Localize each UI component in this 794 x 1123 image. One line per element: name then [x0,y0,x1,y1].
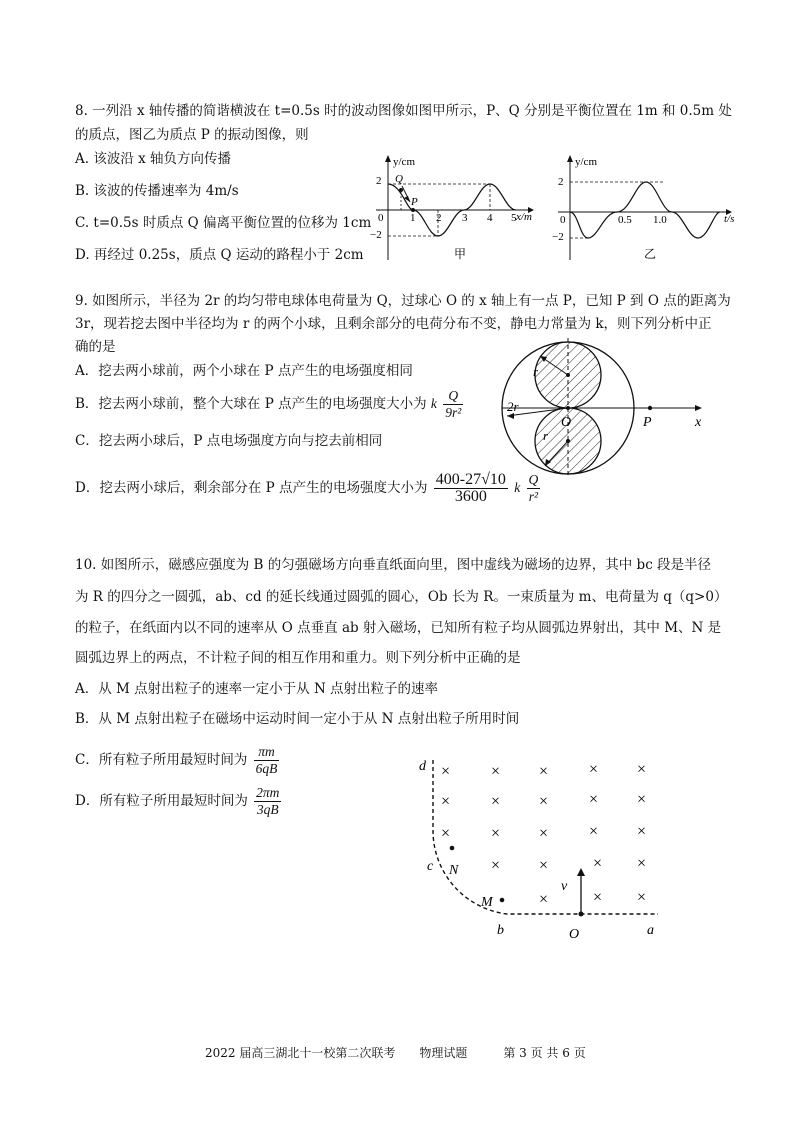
field-crosses [441,761,646,908]
q10-stem-line2: 为 R 的四分之一圆弧，ab、cd 的延长线通过圆弧的圆心，Ob 长为 R。一束质量为 m、电荷量为 q（q>0） [75,589,728,605]
fig-b-tick-1: 0.5 [618,214,632,226]
q10-option-d-fraction [254,785,281,818]
q9-option-d [75,472,542,505]
q9-stem-line2: 3r，现若挖去图中半径均为 r 的两个小球，且剩余部分的电荷分布不变，静电力常量为 k，则下列分析中正 [75,316,712,332]
q9-option-b-k: k [430,396,437,411]
svg-text:×: × [637,889,647,906]
q10-option-c-fraction [254,744,280,777]
fig-a-tick-2: 2 [436,212,442,224]
vibration-curve [570,182,720,238]
fig-b-ybottom: −2 [552,231,564,243]
q10-d-num: 2πm [256,785,280,800]
fig-a-tick-5: 5 [511,212,517,224]
q8-stem-line1: 8. 一列沿 x 轴传播的简谐横波在 t=0.5s 时的波动图像如图甲所示，P、Q 分别是平衡位置在 1m 和 0.5m 处 [75,103,732,119]
q9-option-b-text: B．挖去两小球前，整个大球在 P 点产生的电场强度大小为 [75,396,427,412]
q10-option-d-text: D．所有粒子所用最短时间为 [75,793,248,809]
q9-b-den: 9r² [445,405,462,420]
svg-text:×: × [593,855,603,872]
q10-stem-line3: 的粒子，在纸面内以不同的速率从 O 点垂直 ab 射入磁场，已知所有粒子均从圆弧边界射出，其中 M、N 是 [75,620,722,636]
label-o: O [561,415,572,430]
fig-a-tick-4: 4 [487,212,493,224]
svg-text:×: × [491,793,501,810]
fig-b-ytop: 2 [558,176,564,188]
q8-option-d: D. 再经过 0.25s，质点 Q 运动的路程小于 2cm [75,247,364,263]
label-n: N [449,863,459,878]
q10-figure [415,748,675,946]
q9-d-den: 3600 [454,488,487,505]
fig-b-ylabel: y/cm [575,156,597,168]
q10-c-num: πm [254,744,280,761]
q9-d-num2: Q [528,472,539,487]
q9-option-b-fraction [443,388,463,421]
label-p: P [643,415,652,430]
q9-d-num: 400-27√10 [435,471,506,488]
fig-a-origin: 0 [378,212,384,224]
label-q: Q [395,173,403,185]
q10-option-c-text: C．所有粒子所用最短时间为 [75,752,248,768]
page-footer: 2022 届高三湖北十一校第二次联考 物理试题 第 3 页 共 6 页 [205,1046,586,1060]
svg-text:×: × [589,761,599,778]
q10-option-d [75,785,283,818]
q9-b-num: Q [443,388,463,405]
svg-text:×: × [539,763,549,780]
svg-text:×: × [441,763,451,780]
label-v: v [561,879,568,894]
q8-option-b: B. 该波的传播速率为 4m/s [75,183,239,199]
point-q [399,188,403,192]
point-o [579,912,584,917]
svg-text:×: × [637,823,647,840]
q9-stem-line1: 9. 如图所示，半径为 2r 的均匀带电球体电荷量为 Q，过球心 O 的 x 轴上有一点 P，已知 P 到 O 点的距离为 [75,293,731,309]
label-a: a [647,923,654,938]
fig-a-ybottom: −2 [370,229,382,241]
q9-d-den2: r² [528,489,539,504]
q10-option-c [75,744,281,777]
q9-stem-line3: 确的是 [75,339,116,355]
point-p [648,406,652,410]
label-x: x [695,415,702,430]
q10-d-den: 3qB [256,802,279,817]
svg-text:×: × [539,891,549,908]
fig-a-xlabel: x/m [516,211,532,223]
svg-text:×: × [539,793,549,810]
svg-text:×: × [441,793,451,810]
fig-b-xlabel: t/s [724,213,735,225]
q8-option-c: C. t=0.5s 时质点 Q 偏离平衡位置的位移为 1cm [75,215,372,231]
fig-b-origin: 0 [560,214,566,226]
label-p: P [411,196,418,208]
fig-a-ytop: 2 [376,175,382,187]
q8-option-a: A. 该波沿 x 轴负方向传播 [75,151,232,167]
label-b: b [497,923,504,938]
q9-option-b [75,388,465,421]
label-o: O [569,927,580,942]
fig-a-caption: 甲 [454,247,467,261]
q9-option-a: A．挖去两小球前，两个小球在 P 点产生的电场强度相同 [75,363,413,379]
fig-b-caption: 乙 [644,247,657,261]
point-n [450,846,455,851]
q10-stem-line4: 圆弧边界上的两点，不计粒子间的相互作用和重力。则下列分析中正确的是 [75,650,521,666]
label-r-top: r [533,364,539,379]
q8-figure-a [366,150,536,265]
q10-c-den: 6qB [255,761,278,776]
q8-stem-line2: 的质点，图乙为质点 P 的振动图像，则 [75,127,309,143]
fig-a-tick-1: 1 [410,212,416,224]
q10-option-a: A．从 M 点射出粒子的速率一定小于从 N 点射出粒子的速率 [75,681,439,697]
svg-text:×: × [589,791,599,808]
label-c: c [427,859,434,874]
q10-option-b: B．从 M 点射出粒子在磁场中运动时间一定小于从 N 点射出粒子所用时间 [75,711,520,727]
svg-text:×: × [593,889,603,906]
fig-a-ylabel: y/cm [393,156,415,168]
q10-stem-line1: 10. 如图所示，磁感应强度为 B 的匀强磁场方向垂直纸面向里，图中虚线为磁场的边界，其中 bc 段是半径 [75,557,712,573]
svg-text:×: × [539,825,549,842]
label-m: M [481,895,493,910]
svg-text:×: × [441,825,451,842]
svg-text:×: × [637,855,647,872]
svg-text:×: × [637,761,647,778]
q9-option-d-k: k [514,480,521,495]
label-r-bottom: r [543,428,549,443]
svg-text:×: × [491,857,501,874]
fig-b-tick-2: 1.0 [653,214,667,226]
label-d: d [419,759,426,774]
q9-option-c: C．挖去两小球后，P 点电场强度方向与挖去前相同 [75,433,383,449]
svg-text:×: × [491,763,501,780]
q8-figure-b [548,150,748,265]
fig-a-tick-3: 3 [462,212,468,224]
q9-figure [495,328,725,488]
q9-option-d-text: D．挖去两小球后，剩余部分在 P 点产生的电场强度大小为 [75,480,428,496]
point-p [411,208,415,212]
svg-text:×: × [491,825,501,842]
point-m [500,898,505,903]
svg-text:×: × [539,857,549,874]
svg-text:×: × [589,823,599,840]
svg-text:×: × [637,791,647,808]
label-2r: 2r [507,399,519,414]
